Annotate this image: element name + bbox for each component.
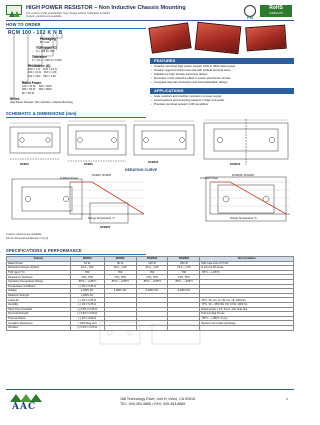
table-cell: 25°C, 60 min. on, 30 min. off, 1000 hrs bbox=[200, 298, 294, 303]
product-photo-2 bbox=[195, 22, 242, 54]
row-header-cell: Operating Temperature Range bbox=[7, 279, 71, 284]
table-cell: (-) 1% ± 0.05 Ω bbox=[70, 298, 104, 303]
table-cell: 10.0 ~ 1.0K bbox=[136, 266, 168, 271]
derating-chart-left bbox=[60, 174, 148, 224]
table-cell: With heat sink 2.6°C/W bbox=[200, 261, 294, 266]
row-header-cell: Insulation Resistance bbox=[7, 321, 71, 326]
order-field-name: TCR (ppm/°C) bbox=[36, 46, 57, 50]
table-cell: -55°C ~ +155°C bbox=[70, 279, 104, 284]
table-cell: ±1%, ±5% bbox=[168, 275, 200, 280]
table-cell: -55°C ~ +155°C bbox=[104, 279, 136, 284]
rohs-badge-icon: RoHS bbox=[269, 5, 283, 11]
list-item: • Decrease in the inductive effect in power electronics circuits bbox=[150, 77, 294, 81]
features-list bbox=[150, 65, 294, 85]
table-cell: Rated power x 2.5, 5 sec. with heat sink bbox=[200, 307, 294, 312]
derating-left-ylabel: % Rated Power bbox=[60, 177, 79, 180]
specs-heading: SPECIFICATIONS & PERFORMANCE bbox=[6, 248, 82, 253]
order-field-desc: 100 = 10 W 600 = 60W 050 = 50 W 800 = 80W 5K = 50 W bbox=[22, 85, 52, 95]
table-cell: (-) 0.5% ± 0.05 Ω bbox=[70, 307, 104, 312]
footer-logo bbox=[8, 392, 48, 414]
header-subtitle-2: Custom solutions are available. bbox=[26, 15, 63, 19]
column-header: RCM100 bbox=[136, 257, 168, 262]
table-cell: 70°C, 90 ~ 95% RH, DC 0.1W, 1000 hrs bbox=[200, 302, 294, 307]
schematic-label: RCM10 bbox=[20, 163, 29, 166]
order-field-name: Tolerance bbox=[32, 55, 47, 59]
row-header-cell: Rated Power bbox=[7, 261, 71, 266]
table-cell: Between terminals and flange bbox=[200, 321, 294, 326]
table-cell: ±1%, ±5% bbox=[104, 275, 136, 280]
table-cell: 100 W bbox=[136, 261, 168, 266]
row-header-cell: Vibration bbox=[7, 325, 71, 330]
order-connector-lines bbox=[8, 34, 68, 104]
footer-rule bbox=[6, 389, 294, 390]
table-cell: -55°C ~ +125°C bbox=[200, 270, 294, 275]
features-heading: FEATURES bbox=[150, 58, 294, 64]
table-cell: (-) 0% ± 0.05 Ω bbox=[70, 284, 104, 289]
table-cell: E 24 or E 96 series bbox=[200, 266, 294, 271]
column-header: RCM10 bbox=[70, 257, 104, 262]
product-photo-3 bbox=[245, 25, 287, 52]
derating-left-xlabel: Flange Temperature °C bbox=[88, 217, 115, 220]
row-header-cell: Resistance Tolerance bbox=[7, 275, 71, 280]
derating-left-subtitle: RCM10, RCM50 bbox=[92, 174, 112, 177]
derating-title: DERATING CURVE bbox=[125, 168, 158, 172]
list-item: • Small in regard to thick-ness and with vertical terminal wires bbox=[150, 69, 294, 73]
row-header-cell: Short Time Overload bbox=[7, 307, 71, 312]
table-cell: 5,000V DC bbox=[136, 289, 168, 294]
schematic-label: RCM150 bbox=[230, 163, 241, 166]
table-cell: 10 W bbox=[70, 261, 104, 266]
order-field-name: Packaging bbox=[40, 37, 56, 41]
pb-free-icon: Pb bbox=[247, 15, 253, 20]
column-header: RCM50 bbox=[104, 257, 136, 262]
list-item: • Chassis mounting high power resistor 10W to 2500 rated power bbox=[150, 65, 294, 69]
ghost-schematic bbox=[96, 318, 206, 350]
column-header: Feature bbox=[7, 257, 71, 262]
table-cell: 1,000V DC bbox=[70, 289, 104, 294]
footer-contact: TEL: 949-453-9888 • FAX: 949-453-8889 bbox=[120, 402, 186, 406]
page-title: HIGH POWER RESISTOR – Non Inductive Chassis Mounting bbox=[26, 5, 186, 11]
column-header: RCM250 bbox=[168, 257, 200, 262]
table-cell: (-) 1% ± 0.05 Ω bbox=[70, 302, 104, 307]
applications-heading: APPLICATIONS bbox=[150, 88, 294, 94]
order-field-name: Resistance (Ω) bbox=[28, 64, 51, 68]
derating-right-subtitle: RCM150, RCM250 bbox=[232, 174, 254, 177]
row-header-cell: Humidity bbox=[7, 302, 71, 307]
table-cell: (-) 0.5% ± 0.05 Ω bbox=[70, 312, 104, 317]
schematic-heading: SCHEMATIC & DIMENSIONS (mm) bbox=[6, 111, 77, 116]
footer-address: 188 Technology Drive, Unit H, Irvine, CA 92618 bbox=[120, 397, 196, 401]
row-header-cell: Temperature Coefficient bbox=[7, 284, 71, 289]
order-field-desc: B = bulk bbox=[40, 41, 50, 44]
column-header: Test Condition bbox=[200, 257, 294, 262]
list-item: • Precision terminal resistor in RF amplifiers bbox=[150, 103, 294, 107]
table-cell: 250 W bbox=[168, 261, 200, 266]
table-cell: 1,000V AC bbox=[70, 293, 104, 298]
table-cell: > 1000 Meg ohm bbox=[70, 321, 104, 326]
header-rule bbox=[6, 20, 294, 21]
row-header-cell: Resistance Range (Ω) E24 bbox=[7, 266, 71, 271]
table-cell: ±50 bbox=[168, 270, 200, 275]
schematic-label: RCM250 bbox=[100, 226, 111, 229]
table-cell: ±50 bbox=[136, 270, 168, 275]
table-cell: 10.0 ~ 1.0K bbox=[104, 266, 136, 271]
header-logo-small bbox=[6, 5, 22, 15]
how-to-order-heading: HOW TO ORDER bbox=[6, 22, 41, 27]
footer-logo-text: AAC bbox=[12, 402, 37, 412]
rohs-sub: COMPLIANT bbox=[269, 12, 283, 15]
aac-logo-icon bbox=[7, 9, 23, 19]
list-item: • Load resistors and dumping resistors in high end audio bbox=[150, 99, 294, 103]
table-cell: 50 W bbox=[104, 261, 136, 266]
order-field-name: Series bbox=[10, 97, 20, 101]
row-header-cell: Thermal Shock bbox=[7, 316, 71, 321]
pb-free-badge bbox=[244, 5, 256, 20]
table-cell: 10.0 ~ 20K bbox=[70, 266, 104, 271]
applications-list bbox=[150, 95, 294, 107]
row-header-cell: Voltage bbox=[7, 289, 71, 294]
table-cell: ±1%, ±5% bbox=[70, 275, 104, 280]
derating-right-xlabel: Flange Temperature °C bbox=[230, 217, 257, 220]
header-subtitle: The content of this specification may change without notification 12/12/07 bbox=[26, 12, 111, 15]
order-field-desc: High Power Resistor, Non Inductive, Chassis Mounting bbox=[10, 101, 73, 104]
table-cell: ±50 bbox=[104, 270, 136, 275]
custom-note: Custom solutions are available bbox=[6, 233, 42, 236]
row-header-cell: TCR (ppm/°C) bbox=[7, 270, 71, 275]
table-cell: 10.0 ~ 1.0K bbox=[168, 266, 200, 271]
list-item: • Gate resistors and snubber resistors in power supply bbox=[150, 95, 294, 99]
product-photo-1 bbox=[148, 22, 191, 53]
table-cell: -55°C ~ +155°C bbox=[168, 279, 200, 284]
row-header-cell: Load Life bbox=[7, 298, 71, 303]
schematic-label: RCM50 bbox=[84, 163, 93, 166]
derating-right-ylabel: % Rated Power bbox=[200, 177, 219, 180]
table-cell: 5,000V DC bbox=[168, 289, 200, 294]
schematic-label: RCM100 bbox=[148, 161, 159, 164]
table-cell: -55°C ~ +155°C bbox=[136, 279, 168, 284]
table-cell: Pull test 2kgf 10 sec bbox=[200, 312, 294, 317]
order-field-desc: 1R0 = 1 Ω R10 = 10 Ω 100 = 10 Ω 1K0 = 1.0K 102 = 1KΩ 500 = 1.0K bbox=[28, 68, 57, 78]
order-code: RCM 100 - 102 K N B bbox=[8, 30, 63, 36]
custom-note-2: All non dimensional data are in (mm) bbox=[6, 236, 49, 240]
page-number: 1 bbox=[286, 397, 288, 401]
row-header-cell: Dielectric Strength bbox=[7, 293, 71, 298]
row-header-cell: Terminal Strength bbox=[7, 312, 71, 317]
order-field-desc: N = ±50 N= ±50 bbox=[36, 50, 55, 53]
table-cell: 2,000V DC bbox=[104, 289, 136, 294]
table-cell: ±1%, ±5% bbox=[136, 275, 168, 280]
order-field-name: Rated Power bbox=[22, 81, 42, 85]
table-cell: (-) 0.5% ± 0.05 Ω bbox=[70, 325, 104, 330]
list-item: • Suitable for high density electronic design bbox=[150, 73, 294, 77]
table-cell: (-) 1% ± 0.05 Ω bbox=[70, 316, 104, 321]
table-cell: ±50 bbox=[70, 270, 104, 275]
table-cell: -55°C ~ +155°C, 5 cyc bbox=[200, 316, 294, 321]
rohs-badge bbox=[260, 5, 292, 17]
derating-chart-right bbox=[200, 174, 294, 224]
list-item: • Complete thermal conduction and heat dissipation design bbox=[150, 81, 294, 85]
table-cell bbox=[200, 325, 294, 330]
order-field-desc: F = 1% J = ±5% K= ±10% bbox=[32, 59, 62, 62]
